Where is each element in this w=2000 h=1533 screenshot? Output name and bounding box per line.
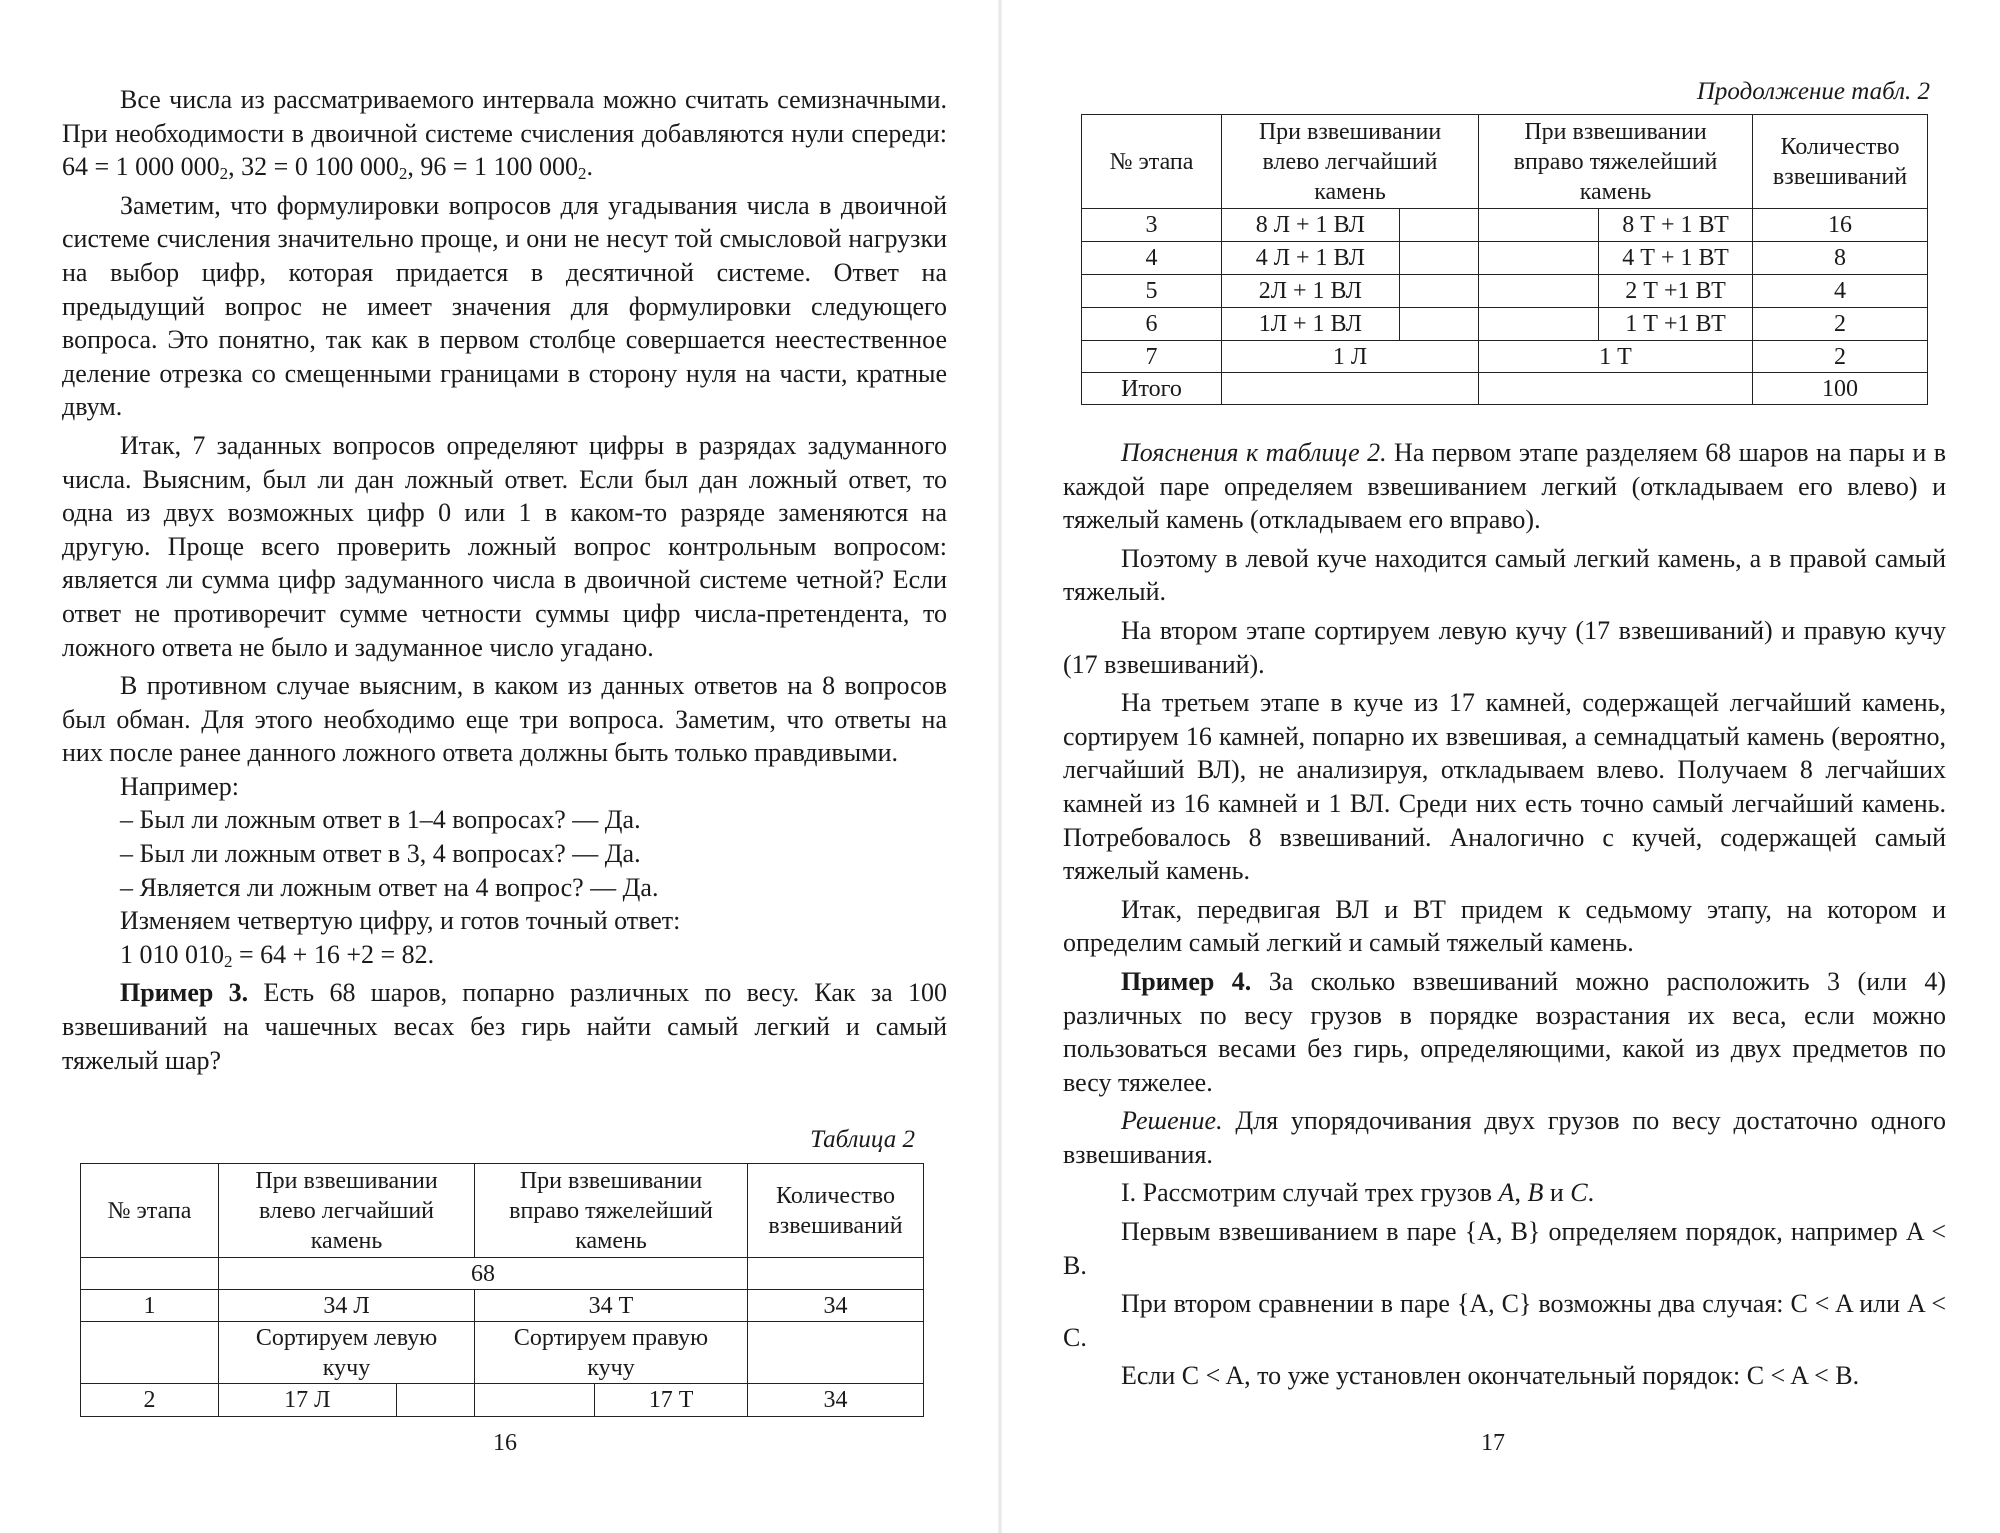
split-cell bbox=[1479, 308, 1753, 341]
split-cell bbox=[1222, 209, 1479, 242]
cell: 34 bbox=[748, 1384, 924, 1417]
right-page-text bbox=[1063, 436, 1946, 1393]
split-cell bbox=[1479, 275, 1753, 308]
case-1: I. Рассмотрим случай трех грузов A, B и C. bbox=[1121, 1178, 1595, 1208]
table-caption: Таблица 2 bbox=[810, 1126, 915, 1153]
split-cell bbox=[1222, 242, 1479, 275]
cell: 8 Л + 1 ВЛ bbox=[1222, 209, 1400, 241]
cell: 17 Т bbox=[648, 1387, 694, 1413]
split-cell bbox=[1222, 275, 1479, 308]
example-3: Пример 3. Есть 68 шаров, попарно различных по весу. Как за 100 взвешиваний на чашечных весах без гирь найти самый легкий и самый тяжелый шар? bbox=[62, 978, 947, 1075]
cell: 4 bbox=[1753, 275, 1928, 308]
cell: 7 bbox=[1082, 341, 1222, 373]
weighing-2: При втором сравнении в паре {A, C} возможны два случая: C < A или A < C. bbox=[1063, 1289, 1946, 1352]
left-page-text bbox=[62, 83, 947, 1077]
split-cell bbox=[219, 1384, 475, 1417]
cell: 8 bbox=[1753, 242, 1928, 275]
header-cell: При взвешивании влево легчайший камень bbox=[219, 1164, 475, 1258]
solution-label: Решение. bbox=[1121, 1106, 1223, 1136]
paragraph: Итак, 7 заданных вопросов определяют цифры в разрядах задуманного числа. Выясним, был ли дан ложный ответ. Если был дан ложный ответ, то одна из двух возможных цифр 0 или 1 в каком-то разряде заменяются на другую. Проще всего проверить ложный вопрос контрольным вопросом: является ли сумма цифр задуманного числа в двоичной системе четной? Если ответ не противоречит сумме четности суммы цифр числа-претендента, то ложного ответа не было и задуманное число угадано. bbox=[62, 430, 947, 662]
cell: 68 bbox=[219, 1258, 748, 1290]
cell bbox=[1222, 373, 1479, 405]
paragraph: На третьем этапе в куче из 17 камней, содержащей легчайший камень, сортируем 16 камней, попарно их взвешивая, а семнадцатый камень (вероятно, легчайший ВЛ), не анализируя, откладываем влево. Получаем 8 легчайших камней из 16 камней и 1 ВЛ. Среди них есть точно самый легчайший камень. Потребовалось 8 взвешиваний. Аналогично с кучей, содержащей самый тяжелый камень. bbox=[1063, 688, 1946, 886]
cell: 4 Т + 1 ВТ bbox=[1622, 245, 1729, 271]
cell-total-value: 100 bbox=[1753, 373, 1928, 405]
paragraph: Например: bbox=[120, 771, 240, 801]
empty-cell bbox=[81, 1258, 219, 1290]
cell: 2 Т +1 ВТ bbox=[1625, 278, 1726, 304]
paragraph: Итак, передвигая ВЛ и ВТ придем к седьмому этапу, на котором и определим самый легкий и самый тяжелый камень. bbox=[1063, 894, 1946, 958]
empty-cell bbox=[748, 1258, 924, 1290]
cell: 2 bbox=[1753, 341, 1928, 373]
page-number: 17 bbox=[1481, 1430, 1505, 1456]
paragraph: Заметим, что формулировки вопросов для угадывания числа в двоичной системе счисления значительно проще, и они не несут той смысловой нагрузки на выбор цифр, которая придается в десятичной системе. Ответ на предыдущий вопрос не имеет значения для формулировки следующего вопроса. Это понятно, так как в первом столбце совершается неестественное деление отрезка со смещенными границами в сторону нуля на части, кратные двум. bbox=[62, 190, 947, 422]
cell: 5 bbox=[1082, 275, 1222, 308]
header-cell: При взвешивании вправо тяжелейший камень bbox=[1479, 115, 1753, 209]
example-label: Пример 4. bbox=[1121, 966, 1252, 996]
weighing-3: Если C < A, то уже установлен окончательный порядок: C < A < B. bbox=[1121, 1361, 1860, 1391]
header-cell: При взвешивании вправо тяжелейший камень bbox=[475, 1164, 748, 1258]
example-label: Пример 3. bbox=[120, 978, 249, 1008]
cell: 1 Т bbox=[1479, 341, 1753, 373]
paragraph: В противном случае выясним, в каком из данных ответов на 8 вопросов был обман. Для этого необходимо еще три вопроса. Заметим, что ответы на них после ранее данного ложного ответа должны быть только правдивыми. bbox=[62, 671, 947, 768]
cell: Сортируем левую кучу bbox=[219, 1322, 475, 1384]
table-notes: Пояснения к таблице 2. На первом этапе разделяем 68 шаров на пары и в каждой паре определяем взвешиванием легкий (откладываем его влево) и тяжелый камень (откладываем его вправо). bbox=[1063, 438, 1946, 535]
dialog-line: – Является ли ложным ответ на 4 вопрос? — Да. bbox=[120, 872, 659, 902]
cell: 1 Л bbox=[1222, 341, 1479, 373]
cell: 4 bbox=[1082, 242, 1222, 275]
table-continuation-caption: Продолжение табл. 2 bbox=[1696, 78, 1930, 105]
cell: 34 bbox=[748, 1290, 924, 1322]
paragraph: Все числа из рассматриваемого интервала можно считать семизначными. При необходимости в двоичной системе счисления добавляются нули спереди: 64 = 1 000 $000_2$, 32 = 0 100 $000_2$, 96 = 1 100 $000_2$. bbox=[62, 85, 947, 184]
empty-cell bbox=[81, 1322, 219, 1384]
split-cell bbox=[1479, 209, 1753, 242]
equation: 1 010 $010_2 = 64 + 16 +2 = 82$. bbox=[120, 939, 435, 971]
notes-label: Пояснения к таблице 2. bbox=[1121, 438, 1387, 467]
cell: 16 bbox=[1753, 209, 1928, 242]
cell: 1 bbox=[81, 1290, 219, 1322]
cell: 34 Т bbox=[475, 1290, 748, 1322]
cell bbox=[1479, 373, 1753, 405]
paragraph: Поэтому в левой куче находится самый легкий камень, а в правой самый тяжелый. bbox=[1063, 543, 1946, 607]
cell: 1 Т +1 ВТ bbox=[1625, 311, 1726, 337]
paragraph: Изменяем четвертую цифру, и готов точный ответ: bbox=[120, 906, 681, 936]
dialog-line: – Был ли ложным ответ в 1–4 вопросах? — Да. bbox=[120, 805, 641, 835]
header-cell: Количество взвешиваний bbox=[748, 1164, 924, 1258]
cell: Сортируем правую кучу bbox=[475, 1322, 748, 1384]
table-2 bbox=[80, 1163, 924, 1417]
header-cell: При взвешивании влево легчайший камень bbox=[1222, 115, 1479, 209]
split-cell bbox=[1479, 242, 1753, 275]
split-cell bbox=[1222, 308, 1479, 341]
paragraph: На втором этапе сортируем левую кучу (17 взвешиваний) и правую кучу (17 взвешиваний). bbox=[1063, 615, 1946, 679]
cell: 34 Л bbox=[219, 1290, 475, 1322]
cell: 2 bbox=[81, 1384, 219, 1417]
example-4: Пример 4. За сколько взвешиваний можно расположить 3 (или 4) различных по весу грузов в порядке возрастания их веса, если можно пользоваться весами без гирь, определяющими, какой из двух предметов по весу тяжелее. bbox=[1063, 966, 1946, 1097]
empty-cell bbox=[748, 1322, 924, 1384]
cell-total-label: Итого bbox=[1082, 373, 1222, 405]
header-cell: № этапа bbox=[81, 1164, 219, 1258]
cell: 1Л + 1 ВЛ bbox=[1222, 308, 1400, 340]
solution: Решение. Для упорядочивания двух грузов по весу достаточно одного взвешивания. bbox=[1063, 1106, 1946, 1169]
header-cell: Количество взвешиваний bbox=[1753, 115, 1928, 209]
table-2-continuation bbox=[1081, 114, 1928, 405]
weighing-1: Первым взвешиванием в паре {A, B} определяем порядок, например A < B. bbox=[1063, 1217, 1946, 1280]
cell: 6 bbox=[1082, 308, 1222, 341]
cell: 4 Л + 1 ВЛ bbox=[1222, 242, 1400, 274]
page-number: 16 bbox=[493, 1430, 517, 1456]
cell: 17 Л bbox=[219, 1384, 397, 1416]
cell: 2Л + 1 ВЛ bbox=[1222, 275, 1400, 307]
cell: 2 bbox=[1753, 308, 1928, 341]
split-cell bbox=[475, 1384, 748, 1417]
cell: 8 Т + 1 ВТ bbox=[1622, 212, 1729, 238]
header-cell: № этапа bbox=[1082, 115, 1222, 209]
cell: 3 bbox=[1082, 209, 1222, 242]
dialog-line: – Был ли ложным ответ в 3, 4 вопросах? — Да. bbox=[120, 839, 641, 869]
